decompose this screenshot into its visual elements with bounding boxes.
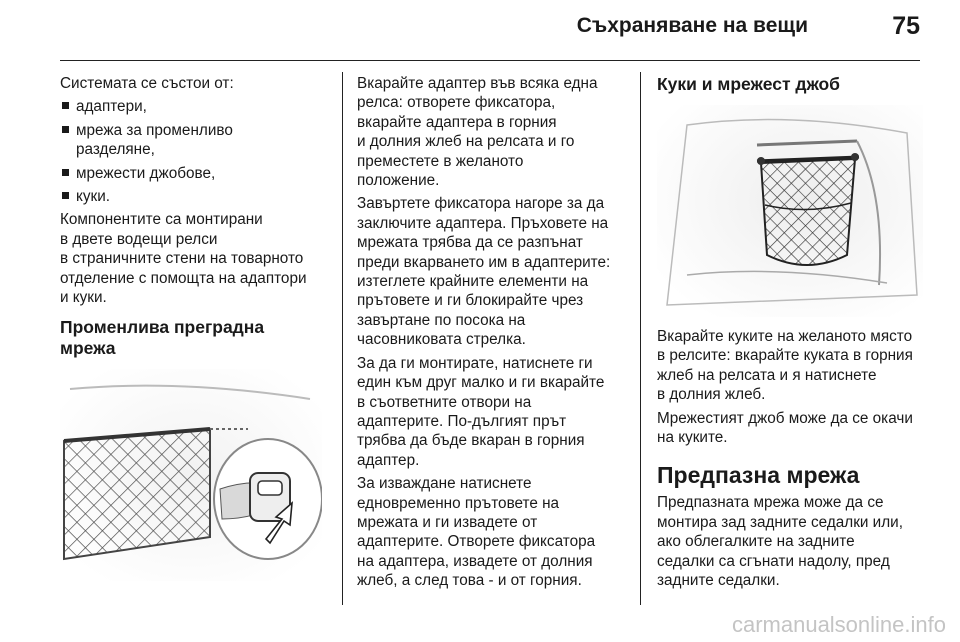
page-header [60,14,920,48]
intro-text: Системата се състои от: [60,75,234,92]
column-3 [657,74,925,594]
list-item: мрежести джобове, [60,164,328,183]
square-bullet-icon [62,126,69,133]
paragraph: Вкарайте куките на желаното място в релсите: вкарайте куката в горния жлеб на релсата и я натиснете в долния жлеб. [657,328,913,404]
mounting-text: Компонентите са монтирани в двете водещи релси в страничните стени на товарното отделение с помощта на адаптори и куки. [60,211,307,307]
column-divider-2 [640,72,641,605]
figure-net-pocket [657,105,925,317]
column-1 [60,74,328,591]
header-divider [60,60,920,61]
component-list [60,97,328,206]
paragraph: Мрежестият джоб може да се окачи на куките. [657,409,913,447]
list-item: мрежа за променливо разделяне, [60,121,328,160]
page-number: 75 [892,12,920,40]
paragraph: Предпазната мрежа може да се монтира зад задните седалки или, ако облегалките на задните седалки са сгънати надолу, пред задните седалки. [657,494,903,590]
figure-partition-net-adapter [60,369,328,581]
column-2 [357,74,625,595]
heading-safety-net: Предпазна мрежа [657,462,860,489]
section-title: Съхраняване на вещи [576,14,808,37]
paragraph: За изваждане натиснете едновременно прътовете на мрежата и ги извадете от адаптерите. Отворете фиксатора на адаптера, извадете от долния жлеб, а след това - и от горния. [357,475,596,590]
paragraph: Вкарайте адаптер във всяка една релса: отворете фиксатора, вкарайте адаптера в горния и долния жлеб на релсата и го преместете в желаното положение. [357,75,598,190]
square-bullet-icon [62,169,69,176]
heading-partition-net: Променлива преградна мрежа [60,317,265,359]
heading-hooks-pocket: Куки и мрежест джоб [657,74,840,94]
paragraph: За да ги монтирате, натиснете ги един към друг малко и ги вкарайте в съответните отвори на адаптерите. По-дългият прът трябва да бъде вкаран в горния адаптер. [357,354,605,469]
column-divider-1 [342,72,343,605]
list-item: куки. [60,187,328,206]
square-bullet-icon [62,102,69,109]
watermark: carmanualsonline.info [731,612,946,637]
square-bullet-icon [62,192,69,199]
paragraph: Завъртете фиксатора нагоре за да заключите адаптера. Пръховете на мрежата трябва да се разпънат преди вкарването им в адаптерите: изтеглете крайните елементи на прътовете и ги блокирайте чрез завъртане по посока на часовниковата стрелка. [357,195,611,349]
list-item: адаптери, [60,97,328,116]
